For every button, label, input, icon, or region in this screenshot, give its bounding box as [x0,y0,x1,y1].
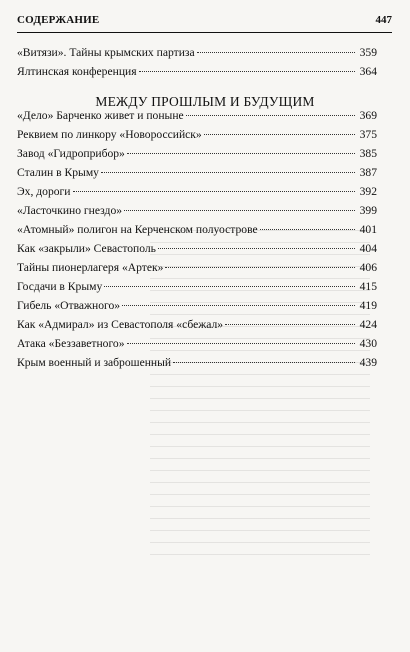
toc-entry-page: 385 [359,147,377,160]
toc-entry [17,65,377,84]
toc-entry-title: Ялтинская конференция [17,65,137,78]
toc-leader-dots [158,248,355,249]
toc-leader-dots [73,191,356,192]
toc-entry-page: 392 [359,185,377,198]
toc-entry [17,242,377,261]
toc-entry-title: Эх, дороги [17,185,71,198]
toc-leader-dots [197,52,355,53]
toc-entry-page: 419 [359,299,377,312]
toc-leader-dots [122,305,355,306]
toc-entry-page: 439 [359,356,377,369]
toc-entry-title: «Дело» Барченко живет и поныне [17,109,184,122]
toc-leader-dots [165,267,355,268]
toc-entry-title: Как «Адмирал» из Севастополя «сбежал» [17,318,224,331]
toc-entry [17,356,377,375]
toc-entry-title: Реквием по линкору «Новороссийск» [17,128,202,141]
toc-entry-page: 430 [359,337,377,350]
toc-entry-page: 401 [359,223,377,236]
toc-leader-dots [186,115,355,116]
toc-entry [17,337,377,356]
toc-entry-page: 399 [359,204,377,217]
toc-entry-title: Как «закрыли» Севастополь [17,242,156,255]
toc-entry [17,109,377,128]
toc-entry [17,318,377,337]
toc-entry-title: Сталин в Крыму [17,166,99,179]
toc-entry [17,185,377,204]
toc-leader-dots [225,324,355,325]
toc-entry [17,299,377,318]
toc-entry [17,280,377,299]
toc-entry-page: 369 [359,109,377,122]
toc-entry-title: «Витязи». Тайны крымских партиза [17,46,195,59]
toc-leader-dots [124,210,355,211]
toc-entry-page: 404 [359,242,377,255]
toc-entry [17,204,377,223]
toc-entry-page: 415 [359,280,377,293]
toc-entry-title: «Ласточкино гнездо» [17,204,123,217]
toc-leader-dots [204,134,355,135]
toc-top-list [17,46,377,84]
toc-leader-dots [101,172,355,173]
toc-entry-title: Атака «Беззаветного» [17,337,125,350]
toc-entry-title: Крым военный и заброшенный [17,356,172,369]
toc-leader-dots [139,71,355,72]
toc-entry [17,261,377,280]
toc-entry-title: Госдачи в Крыму [17,280,103,293]
toc-entry-page: 364 [359,65,377,78]
toc-entry-title: Гибель «Отважного» [17,299,121,312]
toc-entry-page: 387 [359,166,377,179]
toc-entry [17,46,377,65]
toc-entry [17,223,377,242]
toc-leader-dots [127,153,355,154]
header-title: СОДЕРЖАНИЕ [17,14,100,26]
toc-entry-page: 424 [359,318,377,331]
toc-entry-page: 359 [359,46,377,59]
toc-entry-page: 375 [359,128,377,141]
toc-leader-dots [127,343,355,344]
toc-leader-dots [104,286,355,287]
toc-entry-title: Тайны пионерлагеря «Артек» [17,261,164,274]
toc-section-list [17,109,377,375]
toc-entry-title: Завод «Гидроприбор» [17,147,125,160]
toc-leader-dots [260,229,355,230]
toc-entry [17,128,377,147]
page-header [17,14,392,33]
toc-entry [17,166,377,185]
toc-leader-dots [173,362,355,363]
header-page-number: 447 [375,14,392,26]
section-title: МЕЖДУ ПРОШЛЫМ И БУДУЩИМ [95,94,315,109]
toc-entry-title: «Атомный» полигон на Керченском полуострове [17,223,258,236]
toc-entry-page: 406 [359,261,377,274]
toc-entry [17,147,377,166]
